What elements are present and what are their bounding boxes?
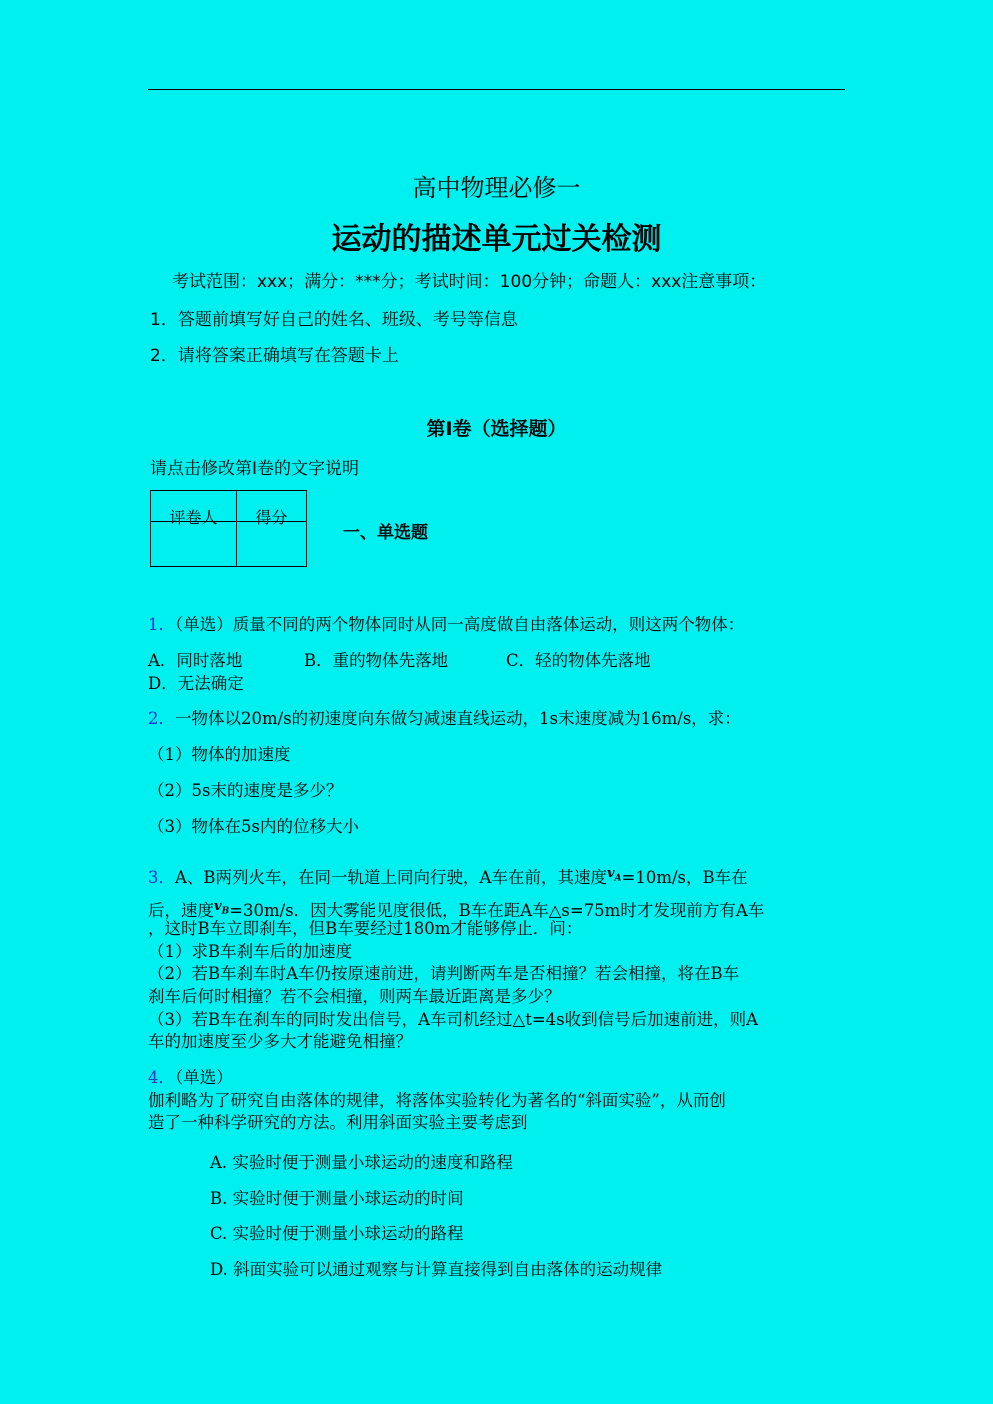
q2-part-3: （3）物体在5s内的位移大小	[148, 817, 359, 836]
q4-option-a: A. 实验时便于测量小球运动的速度和路程	[210, 1153, 513, 1172]
grader-header: 评卷人	[151, 491, 237, 522]
score-header: 得分	[237, 491, 307, 522]
q1-option-b: B．重的物体先落地	[304, 651, 449, 670]
q4-line-1: 伽利略为了研究自由落体的规律，将落体实验转化为著名的“斜面实验”，从而创	[148, 1091, 726, 1110]
exam-info: 考试范围：xxx；满分：***分；考试时间：100分钟；命题人：xxx注意事项：	[172, 272, 767, 292]
q3-text: =30m/s．因大雾能见度很低，B车在距A车△s=75m时才发现前方有A车	[229, 901, 765, 920]
note-1: 1．答题前填写好自己的姓名、班级、考号等信息	[150, 310, 518, 330]
velocity-b-symbol: vB	[214, 899, 230, 917]
grader-cell[interactable]	[151, 522, 237, 567]
velocity-a-symbol: vA	[606, 866, 622, 884]
question-number: 2．	[148, 709, 175, 728]
q3-line-5: （2）若B车刹车时A车仍按原速前进，请判断两车是否相撞？若会相撞，将在B车	[148, 964, 740, 983]
question-text: （单选）质量不同的两个物体同时从同一高度做自由落体运动，则这两个物体：	[175, 615, 745, 634]
q3-text: =10m/s，B车在	[621, 868, 748, 887]
volume-description: 请点击修改第I卷的文字说明	[150, 459, 360, 479]
volume-title: 第I卷（选择题）	[426, 418, 567, 440]
doc-title: 高中物理必修一	[412, 174, 581, 202]
question-2	[148, 708, 741, 731]
header-rule	[148, 89, 845, 90]
q3-text: A、B两列火车，在同一轨道上同向行驶，A车在前，其速度	[175, 868, 607, 887]
q2-part-1: （1）物体的加速度	[148, 745, 291, 764]
question-4	[148, 1067, 233, 1090]
q3-line-8: 车的加速度至少多大才能避免相撞？	[148, 1032, 412, 1051]
question-1	[148, 614, 744, 637]
q3-line-6: 刹车后何时相撞？若不会相撞，则两车最近距离是多少？	[148, 987, 561, 1006]
q3-line-3: ，这时B车立即刹车，但B车要经过180m才能够停止．问：	[148, 919, 583, 938]
q2-part-2: （2）5s末的速度是多少？	[148, 781, 343, 800]
question-text: 一物体以20m/s的初速度向东做匀减速直线运动，1s末速度减为16m/s，求：	[175, 709, 741, 728]
question-number: 4．	[148, 1068, 175, 1087]
q4-option-d: D. 斜面实验可以通过观察与计算直接得到自由落体的运动规律	[210, 1260, 663, 1279]
doc-subtitle: 运动的描述单元过关检测	[331, 222, 662, 257]
q1-option-d: D．无法确定	[148, 674, 244, 693]
q4-option-c: C. 实验时便于测量小球运动的路程	[210, 1224, 464, 1243]
section-title: 一、单选题	[343, 523, 428, 543]
score-table	[150, 490, 307, 567]
q1-option-a: A．同时落地	[148, 651, 243, 670]
score-cell[interactable]	[237, 522, 307, 567]
q4-line-2: 造了一种科学研究的方法。利用斜面实验主要考虑到	[148, 1113, 528, 1132]
q3-text: 后，速度	[148, 901, 214, 920]
q3-line-7: （3）若B车在刹车的同时发出信号，A车司机经过△t=4s收到信号后加速前进，则A	[148, 1010, 759, 1029]
q3-line-4: （1）求B车刹车后的加速度	[148, 942, 353, 961]
note-2: 2．请将答案正确填写在答题卡上	[150, 346, 399, 366]
q4-option-b: B. 实验时便于测量小球运动的时间	[210, 1189, 464, 1208]
question-number: 3．	[148, 868, 175, 887]
question-number: 1．	[148, 615, 175, 634]
question-tag: （单选）	[175, 1068, 233, 1087]
question-3	[148, 863, 748, 890]
q1-option-c: C．轻的物体先落地	[506, 651, 651, 670]
